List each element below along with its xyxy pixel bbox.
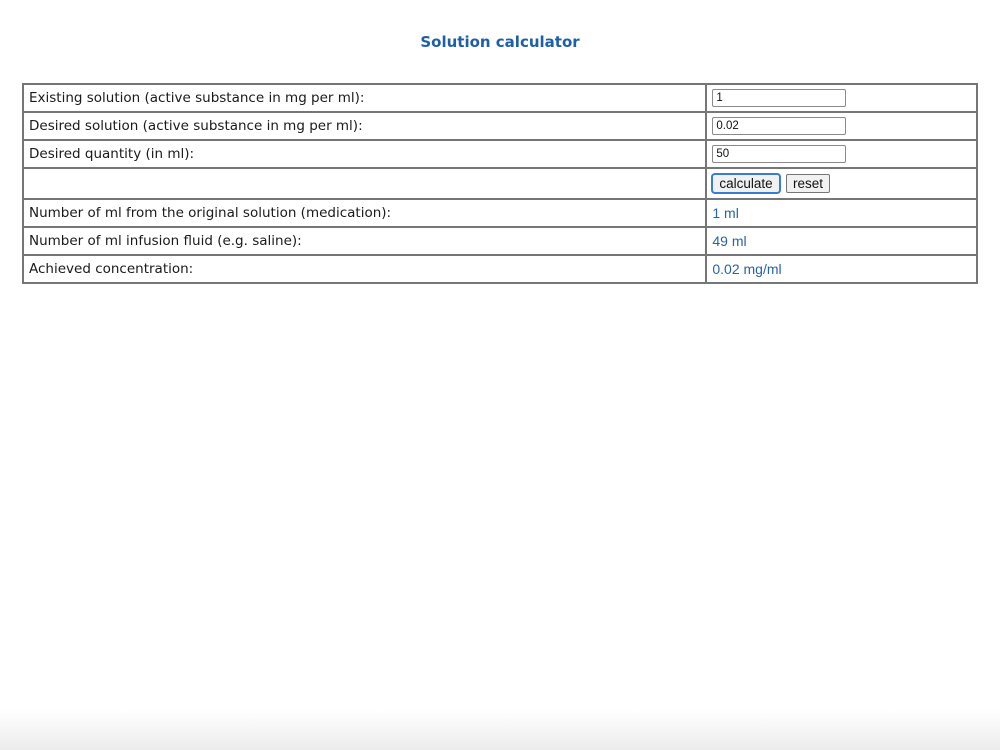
- table-row: [23, 112, 977, 140]
- desired-quantity-label: Desired quantity (in ml):: [23, 140, 706, 168]
- action-cell: [706, 168, 977, 199]
- table-row: [23, 255, 977, 283]
- desired-solution-label: Desired solution (active substance in mg per ml):: [23, 112, 706, 140]
- table-row: [23, 199, 977, 227]
- table-row: [23, 84, 977, 112]
- infusion-fluid-ml-value: 49 ml: [712, 232, 747, 249]
- table-row: [23, 227, 977, 255]
- existing-solution-label: Existing solution (active substance in mg per ml):: [23, 84, 706, 112]
- infusion-fluid-ml-cell: [706, 227, 977, 255]
- page-title: Solution calculator: [420, 33, 580, 51]
- infusion-fluid-ml-label: Number of ml infusion fluid (e.g. saline):: [23, 227, 706, 255]
- original-solution-ml-cell: [706, 199, 977, 227]
- achieved-concentration-value: 0.02 mg/ml: [712, 260, 782, 277]
- existing-solution-input[interactable]: [712, 89, 846, 107]
- desired-quantity-cell: [706, 140, 977, 168]
- original-solution-ml-label: Number of ml from the original solution (medication):: [23, 199, 706, 227]
- table-row: [23, 140, 977, 168]
- table-row: [23, 168, 977, 199]
- desired-solution-cell: [706, 112, 977, 140]
- achieved-concentration-label: Achieved concentration:: [23, 255, 706, 283]
- existing-solution-cell: [706, 84, 977, 112]
- empty-cell: [23, 168, 706, 199]
- desired-solution-input[interactable]: [712, 117, 846, 135]
- original-solution-ml-value: 1 ml: [712, 204, 739, 221]
- bottom-shadow: [0, 710, 1000, 750]
- achieved-concentration-cell: [706, 255, 977, 283]
- reset-button[interactable]: reset: [786, 174, 830, 193]
- desired-quantity-input[interactable]: [712, 145, 846, 163]
- calculator-table: [22, 83, 978, 284]
- calculate-button[interactable]: calculate: [712, 174, 779, 193]
